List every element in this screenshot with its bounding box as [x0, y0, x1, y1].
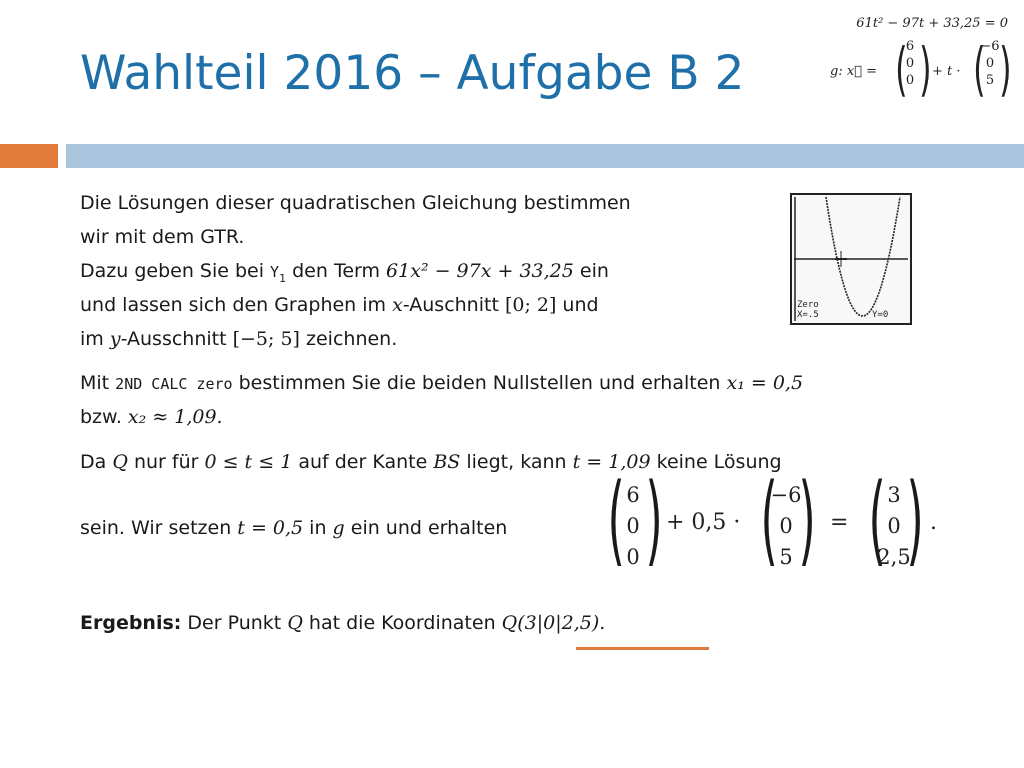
accent-bar-blue	[66, 144, 1024, 168]
corner-quadratic-equation: 61t² − 97t + 33,25 = 0	[856, 16, 1008, 31]
p2-line2: bzw. x₂ ≈ 1,09.	[80, 406, 223, 428]
corner-vector-b: −6 0 5	[980, 39, 1000, 88]
corner-vector-a: 6 0 0	[905, 39, 915, 88]
corner-line-equation: g: x⃗ = ( 6 0 0 ) + t · ( −6 0 5 )	[830, 35, 1012, 103]
operator-equals: =	[830, 510, 849, 535]
sentence-period: .	[930, 510, 937, 535]
result-coordinates: Q(3|0|2,5).	[501, 612, 606, 634]
calculator-graph-screenshot	[790, 193, 912, 325]
calc-label-x: X=.5	[797, 310, 819, 320]
vector-1: ( 6 0 0 )	[607, 463, 663, 577]
p1-term: 61x² − 97x + 33,25	[386, 260, 574, 282]
parabola-graph	[792, 195, 910, 323]
result-line: Ergebnis: Der Punkt Q hat die Koordinaten Q(3|0|2,5).	[80, 612, 606, 634]
slide-title: Wahlteil 2016 – Aufgabe B 2	[80, 46, 745, 101]
calc-label-zero: Zero	[797, 300, 819, 310]
vector-3: ( 3 0 2,5 )	[868, 463, 924, 577]
operator-plus-scalar: + 0,5 ·	[666, 510, 741, 535]
calculator-keys: 2ND CALC zero	[115, 375, 233, 393]
result-underline	[576, 647, 709, 650]
p3-line1: Da Q nur für 0 ≤ t ≤ 1 auf der Kante BS liegt, kann t = 1,09 keine Lösung	[80, 451, 782, 473]
p3-line2: sein. Wir setzen t = 0,5 in g ein und erhalten	[80, 517, 508, 539]
corner-plus-t: + t ·	[932, 64, 961, 79]
calc-label-y: Y=0	[872, 310, 889, 320]
vector-2: ( −6 0 5 )	[760, 463, 816, 577]
p1-line1: Die Lösungen dieser quadratischen Gleichung bestimmen	[80, 192, 631, 214]
p1-line2: wir mit dem GTR.	[80, 226, 245, 248]
accent-bar-orange	[0, 144, 58, 168]
corner-line-label: g: x⃗ =	[830, 64, 877, 79]
p1-line4: und lassen sich den Graphen im x-Auschnitt [0; 2] und	[80, 294, 599, 316]
p1-line5: im y-Ausschnitt [−5; 5] zeichnen.	[80, 328, 398, 350]
p2-line1: Mit 2ND CALC zero bestimmen Sie die beiden Nullstellen und erhalten x₁ = 0,5	[80, 372, 804, 394]
p1-line3: Dazu geben Sie bei $Y_1$ den Term 61x² − 97x + 33,25 ein	[80, 260, 609, 285]
result-label: Ergebnis:	[80, 612, 182, 634]
